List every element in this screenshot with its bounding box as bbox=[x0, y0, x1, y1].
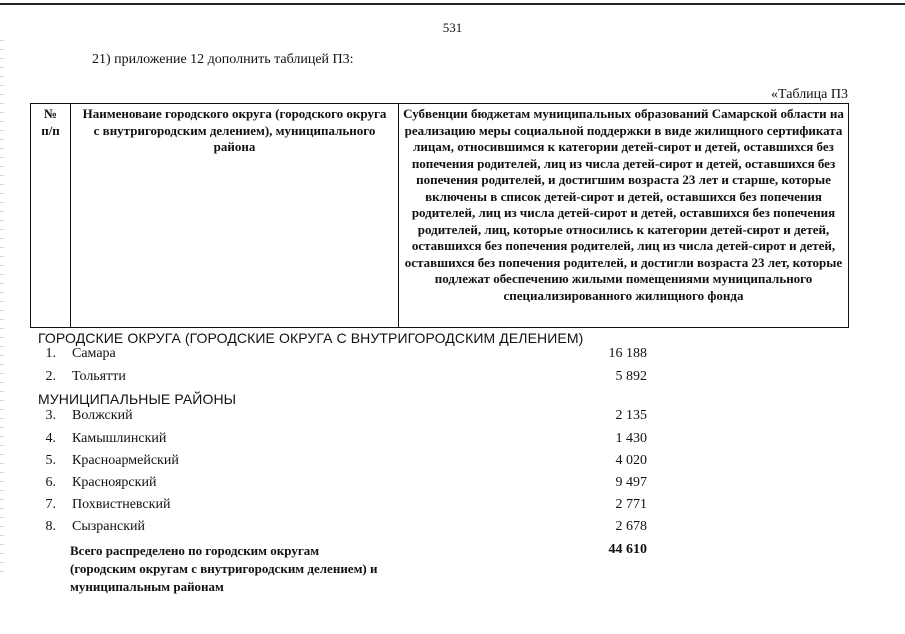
table-row bbox=[0, 431, 905, 451]
table-label: «Таблица П3 bbox=[771, 87, 848, 102]
row-number: 2. bbox=[45, 369, 56, 384]
total-value: 44 610 bbox=[608, 542, 647, 557]
table-row bbox=[0, 369, 905, 389]
row-number: 4. bbox=[45, 431, 56, 446]
row-name: Самара bbox=[72, 346, 116, 361]
row-number: 8. bbox=[45, 519, 56, 534]
row-value: 2 135 bbox=[615, 408, 647, 423]
row-value: 9 497 bbox=[615, 475, 647, 490]
row-value: 2 678 bbox=[615, 519, 647, 534]
row-name: Тольятти bbox=[72, 369, 126, 384]
table-row bbox=[0, 346, 905, 366]
row-name: Красноярский bbox=[72, 475, 157, 490]
row-number: 7. bbox=[45, 497, 56, 512]
total-label: Всего распределено по городским округам (городским округам с внутригородским делением) и муниципальным районам bbox=[70, 543, 378, 594]
table-row bbox=[0, 497, 905, 517]
table-row bbox=[0, 519, 905, 539]
intro-text: 21) приложение 12 дополнить таблицей П3: bbox=[92, 52, 354, 67]
table-row bbox=[0, 408, 905, 428]
row-value: 2 771 bbox=[615, 497, 647, 512]
row-value: 16 188 bbox=[608, 346, 647, 361]
top-rule bbox=[0, 3, 905, 5]
row-number: 5. bbox=[45, 453, 56, 468]
row-value: 4 020 bbox=[615, 453, 647, 468]
header-number-column: № п/п bbox=[31, 104, 71, 327]
row-number: 6. bbox=[45, 475, 56, 490]
table-row bbox=[0, 475, 905, 495]
table-row bbox=[0, 453, 905, 473]
row-name: Похвистневский bbox=[72, 497, 171, 512]
row-number: 1. bbox=[45, 346, 56, 361]
row-name: Волжский bbox=[72, 408, 133, 423]
header-name-column: Наименоваие городского округа (городского округа с внутригородским делением), муниципального района bbox=[71, 104, 399, 327]
row-name: Красноармейский bbox=[72, 453, 179, 468]
page-number: 531 bbox=[442, 20, 463, 35]
table-header bbox=[30, 103, 849, 328]
row-name: Камышлинский bbox=[72, 431, 167, 446]
section-municipal-districts: МУНИЦИПАЛЬНЫЕ РАЙОНЫ bbox=[38, 391, 237, 407]
row-number: 3. bbox=[45, 408, 56, 423]
header-subsidy-column: Субвенции бюджетам муниципальных образований Самарской области на реализацию меры социальной поддержки в виде жилищного сертификата лицам, относившимся к категории детей-сирот и детей, оставшихся без попечения родителей, лиц из числа детей-сирот и детей, оставшихся без попечения родителей, и достигшим возраста 23 лет и старше, которые включены в список детей-сирот и детей, оставшихся без попечения родителей, лиц из числа детей-сирот и детей, оставшихся без попечения родителей, лиц, которые относились к категории детей-сирот и детей, оставшихся без попечения родителей, лиц из числа детей-сирот и детей, оставшихся без попечения родителей, и достигли возраста 23 лет, которые подлежат обеспечению жилыми помещениями муниципального специализированного жилищного фонда bbox=[403, 106, 844, 303]
row-name: Сызранский bbox=[72, 519, 145, 534]
row-value: 1 430 bbox=[615, 431, 647, 446]
section-urban-districts: ГОРОДСКИЕ ОКРУГА (ГОРОДСКИЕ ОКРУГА С ВНУТРИГОРОДСКИМ ДЕЛЕНИЕМ) bbox=[38, 330, 584, 346]
row-value: 5 892 bbox=[615, 369, 647, 384]
